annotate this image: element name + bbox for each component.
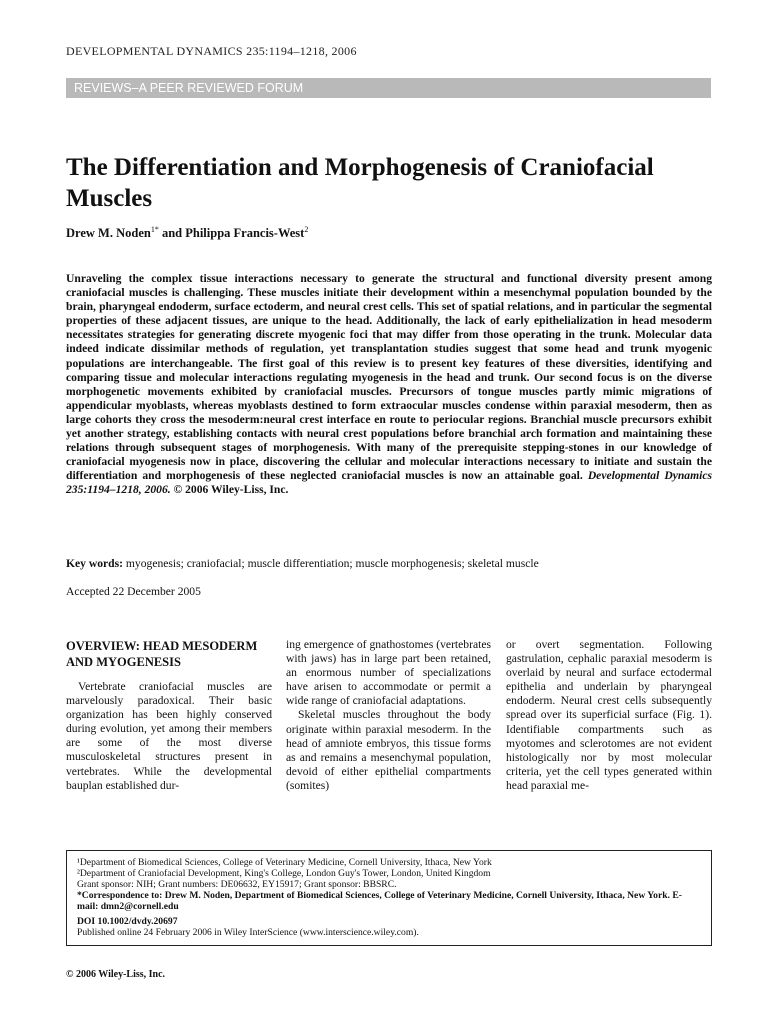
footnote-box [66, 850, 712, 946]
keywords-list: myogenesis; craniofacial; muscle differentiation; muscle morphogenesis; skeletal muscle [125, 557, 539, 570]
author-separator: and [158, 226, 186, 241]
keywords-label: Key words: [66, 557, 123, 570]
body-column-3 [506, 638, 712, 793]
author-list [66, 225, 308, 241]
section-heading: OVERVIEW: HEAD MESODERM AND MYOGENESIS [66, 639, 258, 669]
accepted-date: Accepted 22 December 2005 [66, 585, 201, 598]
body-paragraph: Vertebrate craniofacial muscles are marvelously paradoxical. Their basic organization has been highly conserved during evolution, yet among their members are some of the most diverse musculoskeletal structures present in vertebrates. While the developmental bauplan established dur- [66, 680, 272, 792]
correspondence: *Correspondence to: Drew M. Noden, Department of Biomedical Sciences, College of Veterinary Medicine, Cornell University, Ithaca, New York. E-mail: dmn2@cornell.edu [77, 890, 682, 912]
author-affiliation-mark: 1* [150, 225, 159, 234]
published-online: Published online 24 February 2006 in Wiley InterScience (www.interscience.wiley.com). [77, 927, 419, 938]
abstract-copyright: © 2006 Wiley-Liss, Inc. [173, 483, 289, 497]
journal-header: DEVELOPMENTAL DYNAMICS 235:1194–1218, 2006 [66, 44, 357, 58]
keywords [66, 557, 712, 570]
body-paragraph: ing emergence of gnathostomes (vertebrates with jaws) has in large part been retained, an enormous number of specializations have arisen to accommodate or permit a wide range of craniofacial adaptations. [286, 638, 491, 708]
abstract-text: Unraveling the complex tissue interactions necessary to generate the structural and functional diversity present among craniofacial muscles is challenging. These muscles initiate their development within a mesenchymal population bounded by the brain, pharyngeal endoderm, surface ectoderm, and neural crest cells. This set of spatial relations, and in particular the segmental properties of these adjacent tissues, are unique to the head. Additionally, the lack of early epithelialization in head mesoderm necessitates strategies for generating discrete myogenic foci that may differ from those operating in the trunk. Molecular data indeed indicate dissimilar methods of regulation, yet transplantation studies suggest that some head and trunk myogenic populations are interchangeable. The first goal of this review is to present key features of these diversities, identifying and comparing tissue and molecular interactions regulating myogenesis in the head and trunk. Our second focus is on the diverse morphogenetic movements exhibited by craniofacial muscles. Precursors of tongue muscles partly mimic migrations of appendicular myoblasts, whereas myoblasts destined to form extraocular muscles condense within paraxial mesoderm, then as large cohorts they cross the mesoderm:neural crest interface en route to periocular regions. Branchial muscle precursors exhibit yet another strategy, establishing contacts with neural crest populations before branchial arch formation and maintaining these relations through subsequent stages of morphogenesis. With many of the prerequisite stepping-stones in our knowledge of craniofacial myogenesis now in place, discovering the cellular and molecular interactions necessary to initiate and sustain the differentiation and morphogenesis of these neglected craniofacial muscles is now an attainable goal. [66, 272, 712, 483]
copyright-footer: © 2006 Wiley-Liss, Inc. [66, 969, 166, 980]
section-banner: REVIEWS–A PEER REVIEWED FORUM [66, 78, 711, 98]
article-title: The Differentiation and Morphogenesis of Craniofacial Muscles [66, 154, 654, 212]
abstract-citation: Developmental Dynamics 235:1194–1218, 2006. [66, 469, 713, 497]
body-column-2 [286, 638, 491, 793]
affiliation-2: ²Department of Craniofacial Development, King's College, London Guy's Tower, London, United Kingdom [77, 868, 491, 879]
author-name: Philippa Francis-West [185, 226, 305, 241]
affiliation-1: ¹Department of Biomedical Sciences, College of Veterinary Medicine, Cornell University, Ithaca, New York [77, 857, 492, 868]
doi: DOI 10.1002/dvdy.20697 [77, 916, 178, 927]
grant-info: Grant sponsor: NIH; Grant numbers: DE06632, EY15917; Grant sponsor: BBSRC. [77, 879, 397, 890]
body-column-1 [66, 638, 272, 793]
author-affiliation-mark: 2 [304, 225, 309, 234]
abstract [66, 272, 712, 498]
body-paragraph: or overt segmentation. Following gastrulation, cephalic paraxial mesoderm is overlaid by neural and surface ectodermal epithelia and underlain by pharyngeal endoderm. Neural crest cells subsequently spread over its superficial surface (Fig. 1). Identifiable compartments such as myotomes and sclerotomes are not evident histologically nor by most molecular criteria, yet the cell types generated within head paraxial me- [506, 638, 712, 792]
body-paragraph: Skeletal muscles throughout the body originate within paraxial mesoderm. In the head of amniote embryos, this tissue forms as and remains a mesenchymal population, devoid of either epithelial compartments (somites) [286, 708, 491, 792]
author-name: Drew M. Noden [66, 226, 151, 241]
